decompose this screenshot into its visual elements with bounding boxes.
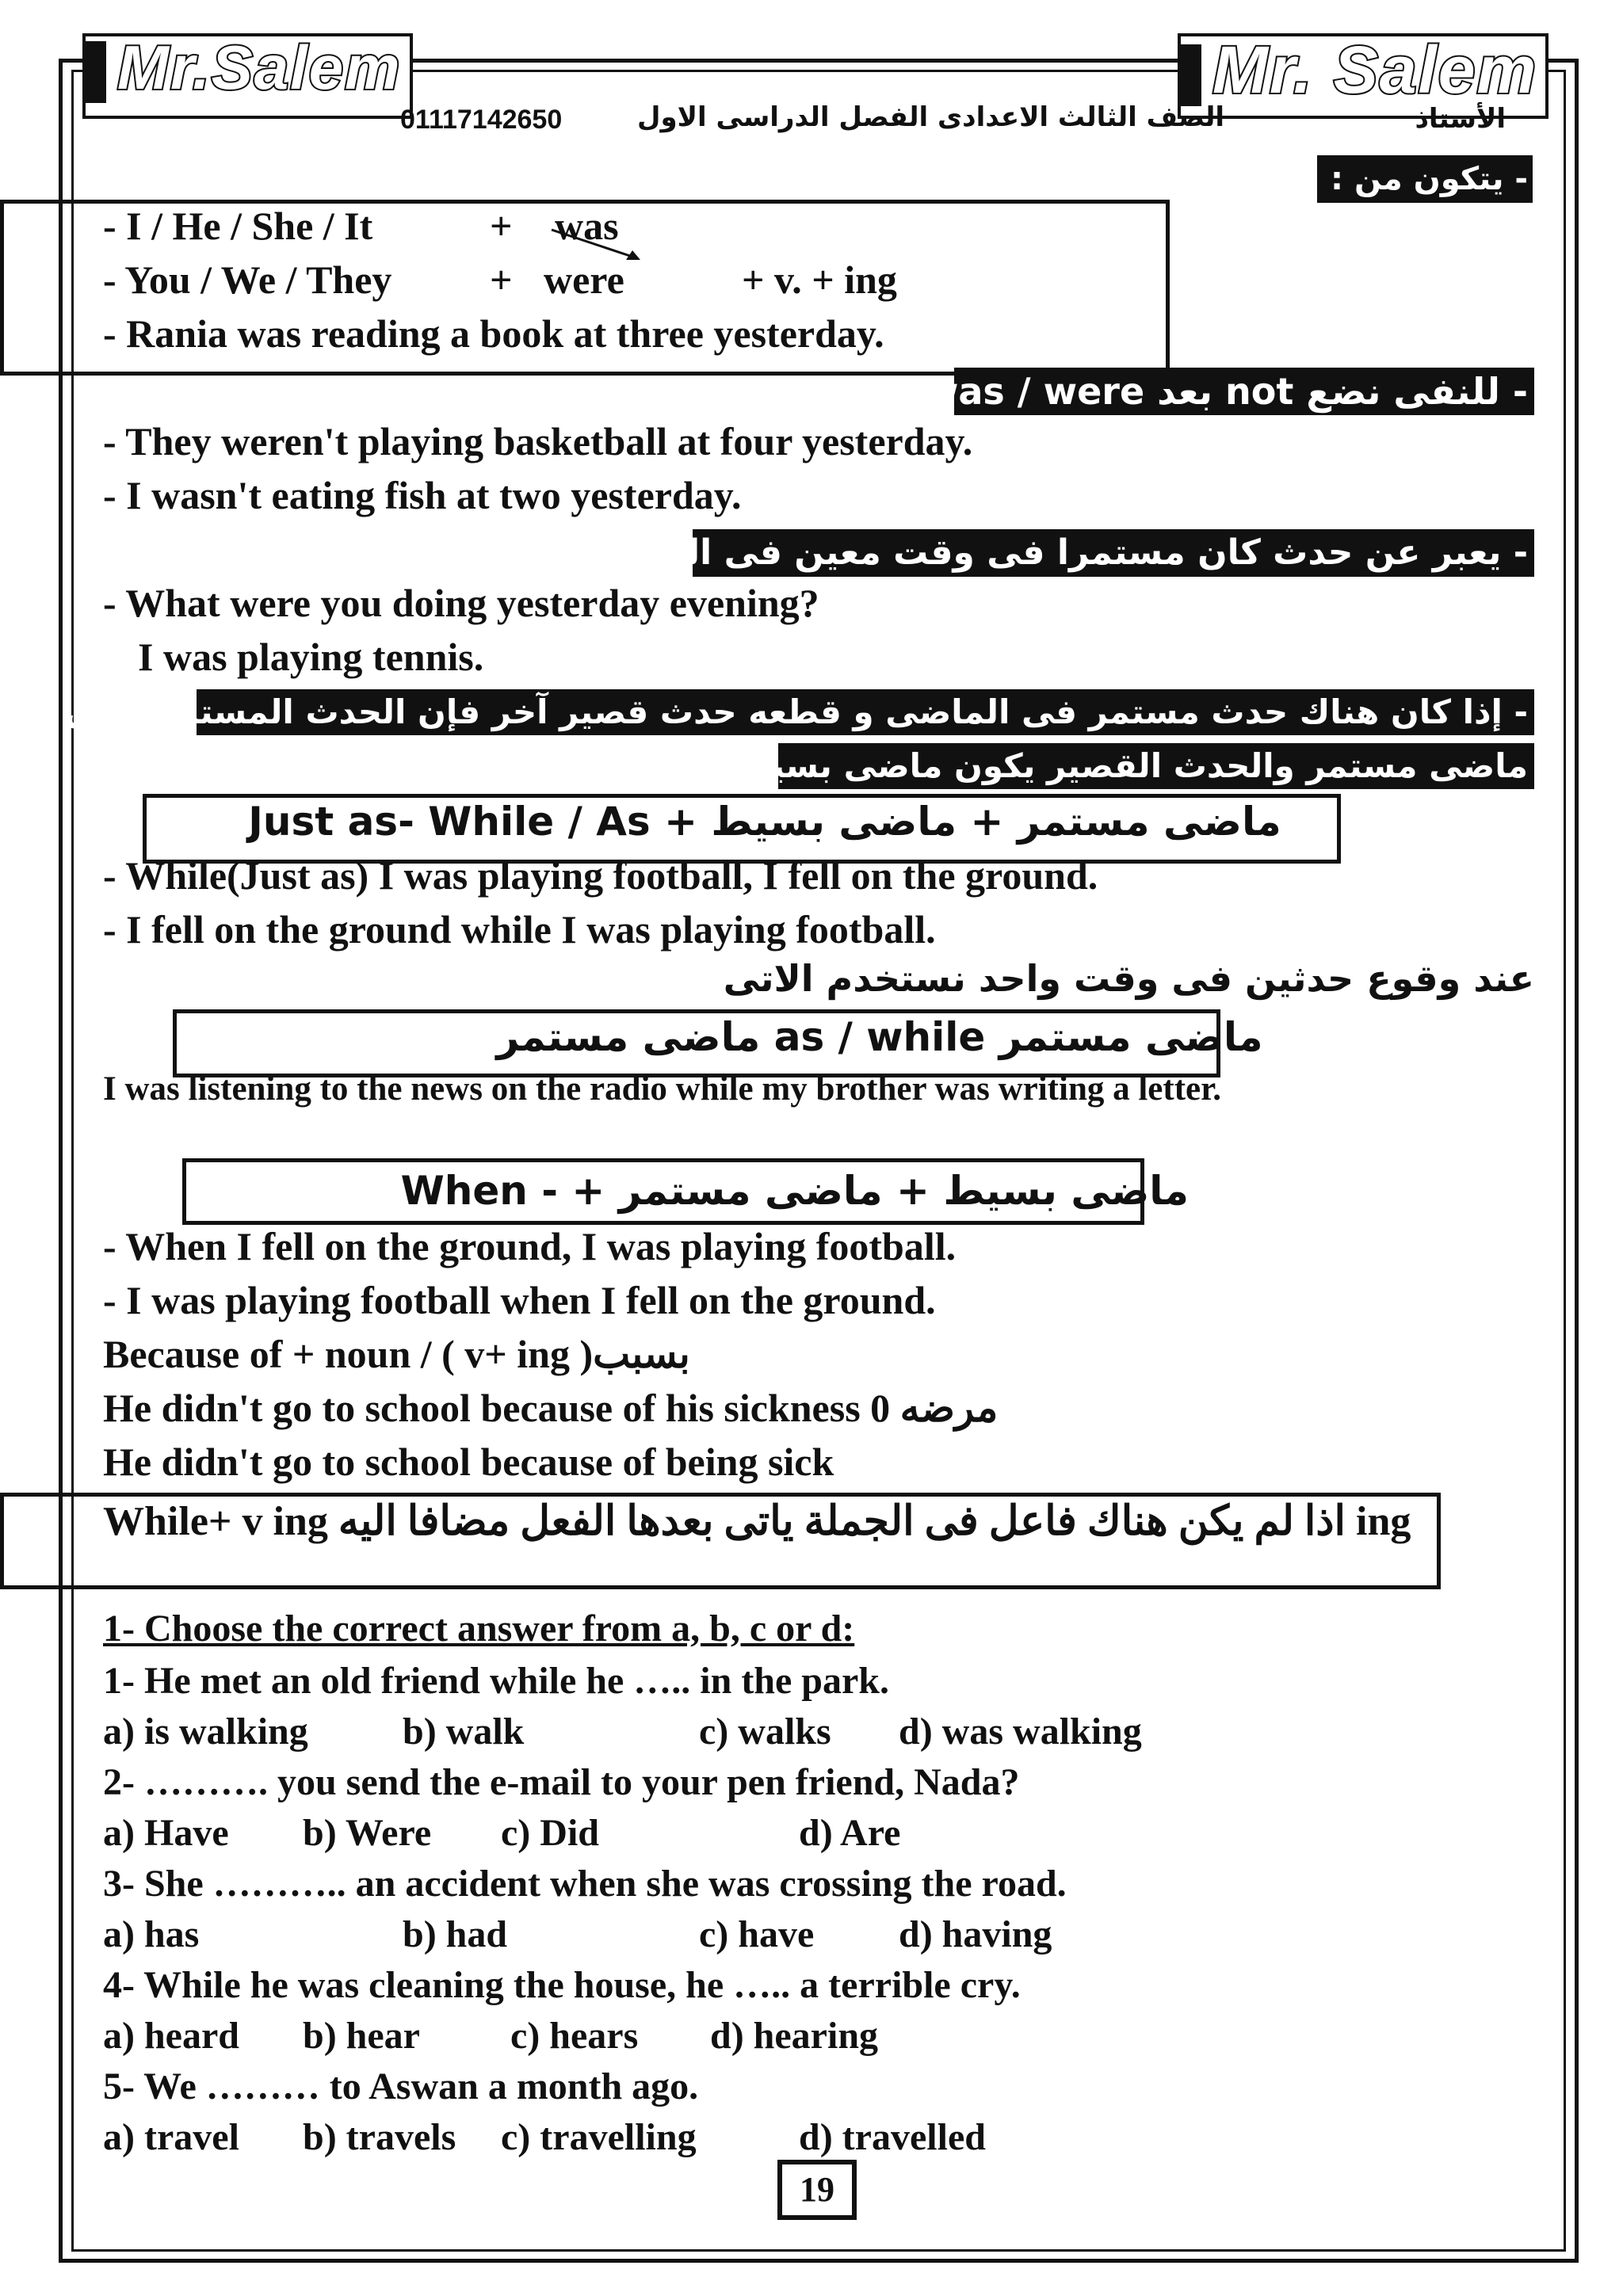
- q4-option-b: b) hear: [303, 2015, 420, 2057]
- form-subjects-1: - I / He / She / It: [103, 204, 373, 248]
- logo-left: [82, 33, 413, 119]
- q5-option-d: d) travelled: [799, 2116, 986, 2158]
- use-title: - يعبر عن حدث كان مستمرا فى وقت معين فى الماضى .: [693, 529, 1534, 577]
- q2-option-d: d) Are: [799, 1812, 901, 1854]
- use-answer: I was playing tennis.: [138, 635, 484, 679]
- form-verb-ing: + v. + ing: [742, 257, 897, 302]
- q5-option-a: a) travel: [103, 2116, 239, 2158]
- teacher-label: الأستاذ: [1415, 103, 1506, 135]
- form-arrow-icon: [547, 222, 650, 269]
- logo-left-bar: [86, 41, 106, 103]
- q1-option-a: a) is walking: [103, 1711, 308, 1753]
- page-number: 19: [777, 2160, 857, 2220]
- q3-option-b: b) had: [403, 1913, 508, 1955]
- q2-option-c: c) Did: [501, 1812, 599, 1854]
- while-example-2: - I fell on the ground while I was playing football.: [103, 907, 936, 952]
- phone-number: 01117142650: [400, 105, 563, 135]
- interrupt-rule-line-2: ماضى مستمر والحدث القصير يكون ماضى بسيط .: [778, 743, 1534, 789]
- logo-left-text: Mr.Salem: [117, 32, 402, 102]
- question-3: 3- She ……….. an accident when she was crossing the road.: [103, 1863, 1067, 1905]
- negative-example-1: - They weren't playing basketball at four yesterday.: [103, 419, 973, 463]
- example-rania: - Rania was reading a book at three yesterday.: [103, 311, 884, 356]
- use-question: - What were you doing yesterday evening?: [103, 581, 819, 625]
- exercise-title: 1- Choose the correct answer from a, b, c or d:: [103, 1608, 855, 1650]
- q4-option-d: d) hearing: [710, 2015, 879, 2057]
- simultaneous-title: عند وقوع حدثين فى وقت واحد نستخدم الاتى: [723, 957, 1534, 1000]
- formula-when: ماضى بسيط + ماضى مستمر + - When: [400, 1168, 1189, 1214]
- when-example-2: - I was playing football when I fell on the ground.: [103, 1278, 936, 1322]
- negative-title: - للنفى نضع not بعد was / were: [954, 368, 1534, 415]
- interrupt-rule-line-1: - إذا كان هناك حدث مستمر فى الماضى و قطعه حدث قصير آخر فإن الحدث المستمر يكون: [197, 689, 1534, 735]
- form-aux-was: was: [555, 204, 619, 248]
- q4-option-a: a) heard: [103, 2015, 239, 2057]
- q1-option-c: c) walks: [699, 1711, 831, 1753]
- form-subjects-2: - You / We / They: [103, 257, 392, 302]
- logo-right-bar: [1181, 44, 1201, 106]
- form-plus-1: +: [490, 204, 513, 248]
- negative-example-2: - I wasn't eating fish at two yesterday.: [103, 473, 742, 517]
- when-example-1: - When I fell on the ground, I was playing football.: [103, 1224, 957, 1268]
- question-2: 2- ………. you send the e-mail to your pen friend, Nada?: [103, 1761, 1020, 1803]
- form-title: - يتكون من :: [1317, 155, 1533, 203]
- while-example-1: - While(Just as) I was playing football, I fell on the ground.: [103, 853, 1098, 898]
- because-rule: Because of + noun / ( v+ ing )بسبب: [103, 1332, 690, 1376]
- because-example-2: He didn't go to school because of being sick: [103, 1440, 834, 1484]
- question-5: 5- We ……… to Aswan a month ago.: [103, 2065, 699, 2107]
- question-1: 1- He met an old friend while he ….. in the park.: [103, 1660, 889, 1702]
- q4-option-c: c) hears: [510, 2015, 639, 2057]
- q1-option-b: b) walk: [403, 1711, 525, 1753]
- q5-option-c: c) travelling: [501, 2116, 697, 2158]
- logo-right-text: Mr. Salem: [1212, 32, 1538, 107]
- grade-term: الصف الثالث الاعدادى الفصل الدراسى الاول: [637, 101, 1224, 133]
- formula-simultaneous: ماضى مستمر as / while ماضى مستمر: [496, 1014, 1263, 1060]
- simultaneous-example: I was listening to the news on the radio while my brother was writing a letter.: [103, 1070, 1222, 1108]
- q3-option-d: d) having: [899, 1913, 1052, 1955]
- q5-option-b: b) travels: [303, 2116, 456, 2158]
- because-example-1: He didn't go to school because of his sickness 0 مرضه: [103, 1386, 999, 1430]
- q3-option-c: c) have: [699, 1913, 815, 1955]
- question-4: 4- While he was cleaning the house, he ….. a terrible cry.: [103, 1964, 1021, 2006]
- q1-option-d: d) was walking: [899, 1711, 1142, 1753]
- while-ing-rule: While+ v ing اذا لم يكن هناك فاعل فى الجملة ياتى بعدها الفعل مضافا اليه ing: [103, 1499, 1411, 1544]
- form-aux-were: were: [544, 257, 624, 302]
- q3-option-a: a) has: [103, 1913, 200, 1955]
- formula-while: ماضى مستمر + ماضى بسيط + Just as- While / As: [248, 799, 1281, 845]
- q2-option-a: a) Have: [103, 1812, 229, 1854]
- q2-option-b: b) Were: [303, 1812, 432, 1854]
- form-plus-2: +: [490, 257, 513, 302]
